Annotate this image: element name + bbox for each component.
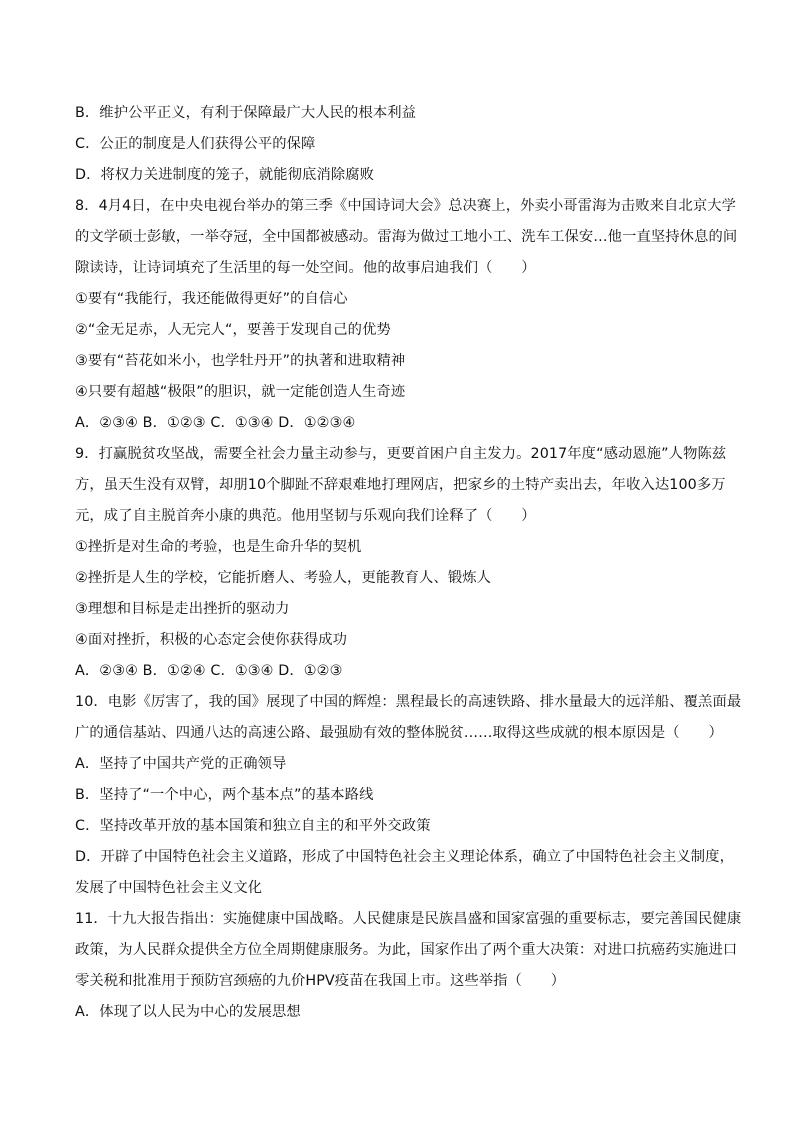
- question-8-text: 隙读诗，让诗词填充了生活里的每一处空间。他的故事启迪我们（ ）: [75, 260, 536, 276]
- question-9-text: 9．打赢脱贫攻坚战，需要全社会力量主动参与，更要首困户自主发力。2017年度“感动恩施”人物陈兹: [75, 446, 727, 462]
- answer-options-q8: A．②③④ B．①②③ C．①③④ D．①②③④: [75, 415, 356, 431]
- statement-item: ①挫折是对生命的考验，也是生命升华的契机: [75, 539, 362, 555]
- question-11-text: 零关税和批准用于预防宫颈癌的九价HPV疫苗在我国上市。这些举指（ ）: [75, 973, 566, 989]
- statement-item: ③理想和目标是走出挫折的驱动力: [75, 601, 290, 617]
- option-b-q7: B．维护公平正义，有利于保障最广大人民的根本利益: [75, 105, 417, 121]
- option-d-q10: D．开辟了中国特色社会主义道路，形成了中国特色社会主义理论体系，确立了中国特色社会主义制度，: [75, 849, 734, 865]
- question-8-text: 的文学硕士彭敏，一举夺冠，全中国都被感动。雷海为做过工地小工、洗车工保安…他一直坚持休息的间: [75, 229, 738, 245]
- option-c-q7: C．公正的制度是人们获得公平的保障: [75, 136, 316, 152]
- question-9-text: 方，虽天生没有双臂，却朋10个脚趾不辞艰难地打理网店，把家乡的土特产卖出去，年收入达100多万: [75, 477, 726, 493]
- question-11-text: 11．十九大报告指出：实施健康中国战略。人民健康是民族昌盛和国家富强的重要标志，要完善国民健康: [75, 911, 742, 927]
- statement-item: ④只要有超越“极限”的胆识，就一定能创造人生奇迹: [75, 384, 406, 400]
- option-a-q11: A．体现了以人民为中心的发展思想: [75, 1004, 301, 1020]
- question-11-text: 政策，为人民群众提供全方位全周期健康服务。为此，国家作出了两个重大决策：对进口抗癌药实施进口: [75, 942, 738, 958]
- statement-item: ①要有“我能行，我还能做得更好”的自信心: [75, 291, 348, 307]
- statement-item: ②“金无足赤，人无完人“，要善于发现自己的优势: [75, 322, 391, 338]
- option-a-q10: A．坚持了中国共产党的正确领导: [75, 756, 287, 772]
- statement-item: ③要有“苔花如米小，也学牡丹开”的执著和进取精神: [75, 353, 406, 369]
- answer-options-q9: A．②③④ B．①②④ C．①③④ D．①②③: [75, 663, 343, 679]
- option-c-q10: C．坚持改革开放的基本国策和独立自主的和平外交政策: [75, 818, 431, 834]
- question-9-text: 元，成了自主脱首奔小康的典范。他用坚韧与乐观向我们诠释了（ ）: [75, 508, 536, 524]
- option-d-q10-continued: 发展了中国特色社会主义文化: [75, 880, 263, 896]
- statement-item: ②挫折是人生的学校，它能折磨人、考验人，更能教育人、锻炼人: [75, 570, 492, 586]
- question-8-text: 8．4月4日，在中央电视台举办的第三季《中国诗词大会》总决赛上，外卖小哥雷海为击败来自北京大学: [75, 198, 737, 214]
- question-10-text: 广的通信基站、四通八达的高速公路、最强励有效的整体脱贫……取得这些成就的根本原因是（ ）: [75, 725, 723, 741]
- option-b-q10: B．坚持了“一个中心，两个基本点”的基本路线: [75, 787, 374, 803]
- option-d-q7: D．将权力关进制度的笼子，就能彻底消除腐败: [75, 167, 375, 183]
- question-10-text: 10．电影《厉害了，我的国》展现了中国的辉煌：黑程最长的高速铁路、排水量最大的远洋船、覆羔面最: [75, 694, 742, 710]
- statement-item: ④面对挫折，积极的心态定会使你获得成功: [75, 632, 348, 648]
